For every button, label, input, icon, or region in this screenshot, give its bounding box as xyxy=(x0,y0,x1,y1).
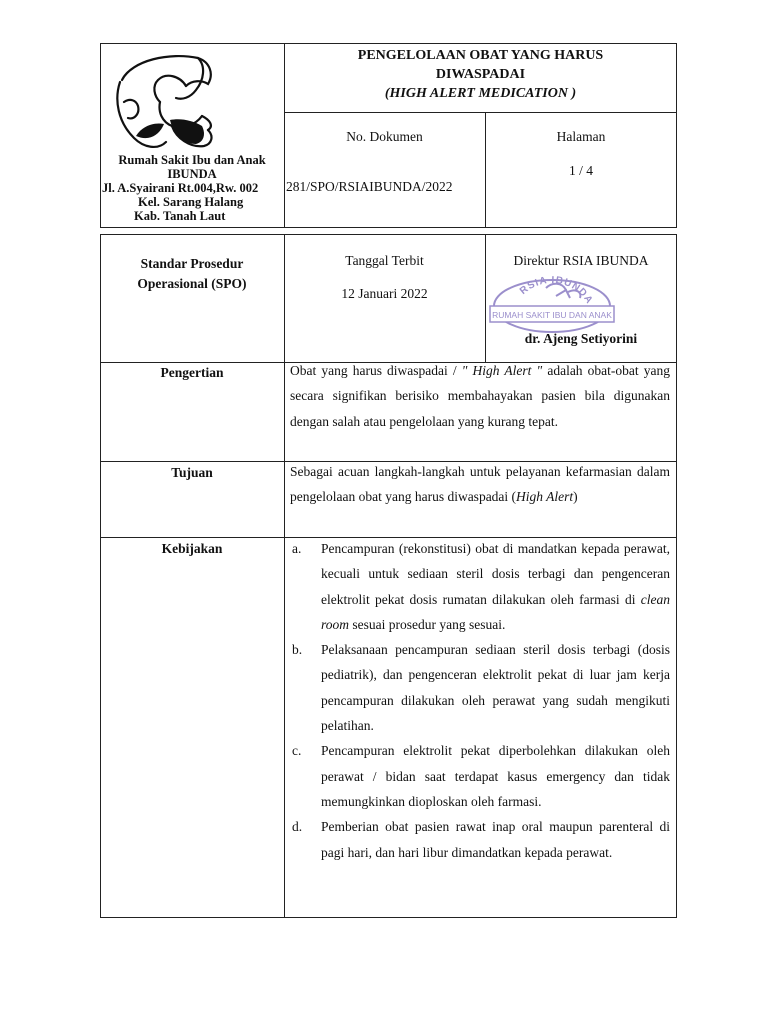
kebijakan-item-c xyxy=(292,738,670,814)
tujuan-text-part1: Sebagai acuan langkah-langkah untuk pelayanan kefarmasian dalam pengelolaan obat yang harus diwaspadai ( xyxy=(290,464,670,505)
document-title xyxy=(284,46,677,103)
kebijakan-label: Kebijakan xyxy=(161,541,223,556)
spo-label-line1: Standar Prosedur xyxy=(140,256,244,271)
kebijakan-item-a-text xyxy=(321,536,670,637)
kebijakan-list xyxy=(292,536,670,865)
hospital-address-line1: Jl. A.Syairani Rt.004,Rw. 002 xyxy=(102,181,259,195)
kebijakan-item-a xyxy=(292,536,670,637)
header-divider-title xyxy=(284,112,677,113)
kebijakan-item-b xyxy=(292,637,670,738)
kebijakan-item-a-marker: a. xyxy=(292,541,302,556)
publish-date-label: Tanggal Terbit xyxy=(345,253,424,268)
kebijakan-item-a-term: clean room xyxy=(321,591,670,632)
kebijakan-item-a-text-part2: sesuai prosedur yang sesuai. xyxy=(349,616,506,632)
tujuan-text xyxy=(290,459,670,510)
director-label: Direktur RSIA IBUNDA xyxy=(513,253,649,268)
spo-label-line2: Operasional (SPO) xyxy=(137,276,247,291)
tujuan-text-part2: ) xyxy=(573,489,578,505)
stamp-text-bottom: RUMAH SAKIT IBU DAN ANAK xyxy=(492,310,612,320)
kebijakan-item-d-text: Pemberian obat pasien rawat inap oral maupun parenteral di pagi hari, dan hari libur dimandatkan kepada perawat. xyxy=(321,819,670,860)
hospital-name xyxy=(100,153,284,181)
spo-label xyxy=(100,254,284,294)
director-name: dr. Ajeng Setiyorini xyxy=(524,331,638,346)
pengertian-text xyxy=(290,358,670,434)
stamp-text-top: RSIA IBUNDA xyxy=(518,274,595,307)
document-title-line3: (HIGH ALERT MEDICATION ) xyxy=(384,86,577,101)
tujuan-text-term: High Alert xyxy=(516,489,574,505)
hospital-logo xyxy=(110,50,220,155)
pengertian-text-part2: adalah obat-obat yang secara signifikan berisiko membahayakan pasien bila digunakan dengan salah atau pengelolaan yang kurang tepat. xyxy=(290,363,671,429)
hospital-address-line2: Kel. Sarang Halang xyxy=(138,195,244,209)
pengertian-text-part1: Obat yang harus diwaspadai / xyxy=(290,363,462,378)
pengertian-text-term: " High Alert " xyxy=(461,363,543,378)
kebijakan-item-b-text: Pelaksanaan pencampuran sediaan steril dosis terbagi (dosis pediatrik), dan pengenceran elektrolit pekat di luar jam kerja pencampuran dilakukan oleh perawat yang sudah mengikuti pelatihan. xyxy=(321,642,670,734)
hospital-name-line2: IBUNDA xyxy=(167,167,217,181)
page-label: Halaman xyxy=(556,129,606,144)
pengertian-label: Pengertian xyxy=(160,365,224,380)
doc-no-label: No. Dokumen xyxy=(346,129,423,144)
kebijakan-item-c-text: Pencampuran elektrolit pekat diperbolehkan dilakukan oleh perawat / bidan saat terdapat kasus emergency dan tidak memungkinkan dioploskan oleh farmasi. xyxy=(321,743,670,809)
document-title-line2: DIWASPADAI xyxy=(435,67,526,82)
publish-date-value: 12 Januari 2022 xyxy=(341,286,428,301)
hospital-name-line1: Rumah Sakit Ibu dan Anak xyxy=(118,153,266,167)
document-title-line1: PENGELOLAAN OBAT YANG HARUS xyxy=(357,48,604,63)
hospital-address xyxy=(100,181,284,223)
tujuan-label: Tujuan xyxy=(171,465,213,480)
kebijakan-item-d-marker: d. xyxy=(292,819,303,835)
kebijakan-item-c-marker: c. xyxy=(292,743,302,759)
spo-column-divider xyxy=(284,234,285,918)
page-value: 1 / 4 xyxy=(568,163,593,178)
kebijakan-item-b-marker: b. xyxy=(292,642,303,658)
kebijakan-item-a-text-part1: Pencampuran (rekonstitusi) obat di mandatkan kepada perawat, kecuali untuk sediaan steril dosis terbagi dan pengenceran elektrolit pekat dosis rumatan dilakukan oleh farmasi di xyxy=(321,541,670,607)
doc-no-value: 281/SPO/RSIAIBUNDA/2022 xyxy=(286,179,453,194)
hospital-stamp xyxy=(486,268,618,334)
kebijakan-item-d xyxy=(292,814,670,865)
hospital-address-line3: Kab. Tanah Laut xyxy=(134,209,226,223)
